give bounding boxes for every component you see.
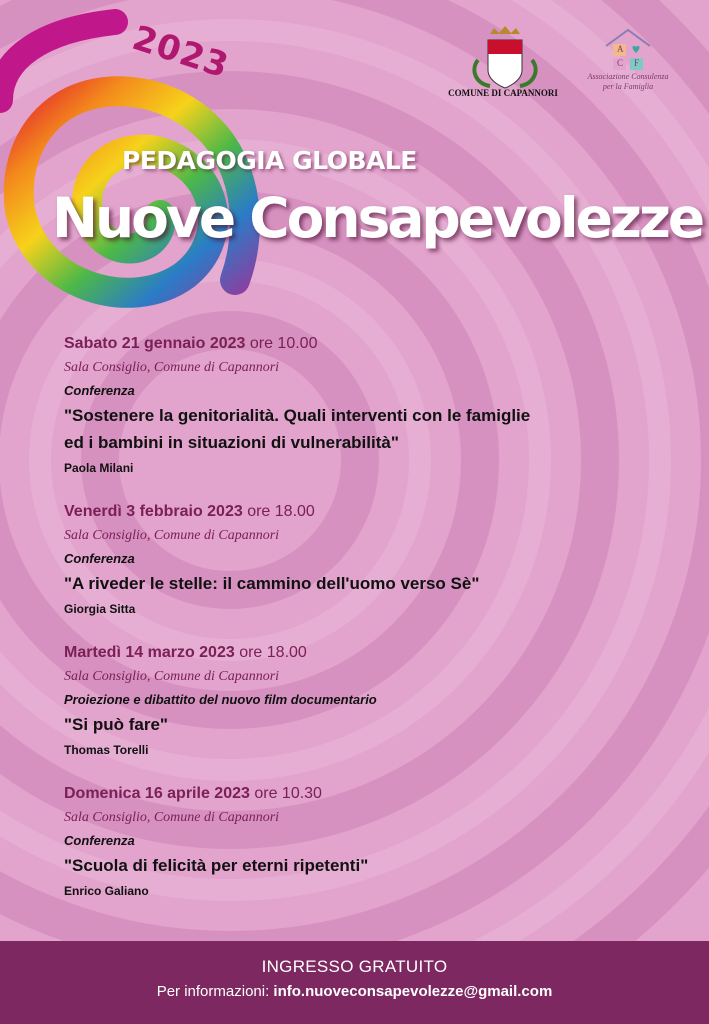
event-venue: Sala Consiglio, Comune di Capannori: [64, 360, 280, 375]
event-venue: Sala Consiglio, Comune di Capannori: [64, 669, 280, 684]
assoc-line2: per la Famiglia: [602, 82, 654, 91]
acf-letter-a: A: [617, 44, 624, 54]
comune-logo: [448, 26, 558, 98]
event-item: [64, 500, 664, 621]
event-talk: "Sostenere la genitorialità. Quali interventi con le famiglie ed i bambini in situazioni di vulnerabilità": [64, 406, 531, 452]
contact-email-link[interactable]: info.nuoveconsapevolezze@gmail.com: [273, 983, 553, 1000]
subtitle: PEDAGOGIA GLOBALE: [122, 146, 417, 175]
event-talk: "A riveder le stelle: il cammino dell'uomo verso Sè": [64, 574, 480, 593]
events-list: [64, 332, 664, 923]
acf-logo: [578, 28, 678, 92]
comune-label: COMUNE DI CAPANNORI: [448, 88, 558, 98]
page-title: Nuove Consapevolezze: [52, 186, 703, 250]
event-talk: "Scuola di felicità per eterni ripetenti": [64, 856, 369, 875]
info-label: Per informazioni:: [156, 983, 270, 1000]
event-item: [64, 641, 664, 762]
event-type: Conferenza: [64, 551, 135, 566]
event-time: ore 10.30: [254, 785, 322, 802]
event-date: Venerdì 3 febbraio 2023: [64, 503, 243, 520]
footer-bar: [0, 941, 709, 1024]
event-talk: "Si può fare": [64, 715, 168, 734]
event-venue: Sala Consiglio, Comune di Capannori: [64, 810, 280, 825]
event-type: Conferenza: [64, 833, 135, 848]
info-line: [0, 983, 709, 1000]
assoc-line1: Associazione Consulenza: [587, 72, 669, 81]
event-speaker: Enrico Galiano: [64, 884, 149, 898]
event-speaker: Thomas Torelli: [64, 743, 149, 757]
acf-letter-c: C: [617, 58, 624, 68]
event-speaker: Paola Milani: [64, 461, 134, 475]
event-item: [64, 782, 664, 903]
event-speaker: Giorgia Sitta: [64, 602, 136, 616]
event-time: ore 10.00: [249, 335, 318, 352]
event-date: Domenica 16 aprile 2023: [64, 785, 250, 802]
acf-letter-f: F: [634, 58, 640, 68]
free-entry-label: INGRESSO GRATUITO: [261, 957, 448, 976]
year-label: 2023: [127, 18, 234, 87]
event-time: ore 18.00: [247, 503, 315, 520]
event-time: ore 18.00: [239, 644, 307, 661]
event-date: Martedì 14 marzo 2023: [64, 644, 235, 661]
event-date: Sabato 21 gennaio 2023: [64, 335, 246, 352]
event-type: Conferenza: [64, 383, 135, 398]
event-item: [64, 332, 664, 480]
event-venue: Sala Consiglio, Comune di Capannori: [64, 528, 280, 543]
event-type: Proiezione e dibattito del nuovo film documentario: [64, 692, 377, 707]
